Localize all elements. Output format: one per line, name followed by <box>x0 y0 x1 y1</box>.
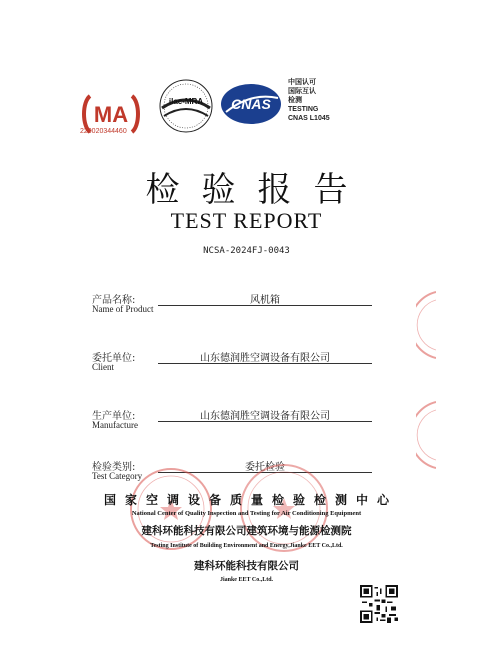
cnas-logo-text: CNAS <box>231 96 271 112</box>
edge-seal-stamp-top <box>416 290 436 360</box>
cnas-accreditation-text <box>288 78 330 123</box>
cnas-line: CNAS L1045 <box>288 115 330 122</box>
cnas-line: 检测 <box>288 97 302 104</box>
report-title-en: TEST REPORT <box>170 208 323 233</box>
cnas-logo <box>220 82 282 126</box>
cma-logo-text: MA <box>93 102 129 127</box>
field-label-cn: 检验类别: <box>92 462 136 473</box>
field-label-cn: 产品名称: <box>92 295 136 306</box>
institute-name-cn: 建科环能科技有限公司建筑环境与能源检测院 <box>141 525 352 537</box>
report-number: NCSA-2024FJ-0043 <box>203 246 290 256</box>
field-value: 风机箱 <box>250 295 280 306</box>
cnas-line: 中国认可 <box>288 79 316 86</box>
institute-name-en: Testing Institute of Building Environment and Energy,Jianke EET Co.,Ltd. <box>150 543 343 549</box>
cma-number: 220020344460 <box>80 128 127 135</box>
field-label-en: Manufacture <box>92 420 138 430</box>
field-underline <box>158 363 372 364</box>
field-label-cn: 委托单位: <box>92 353 136 364</box>
testing-seal-stamp <box>238 462 330 554</box>
field-label-en: Client <box>92 362 114 372</box>
field-label-en: Test Category <box>92 471 143 481</box>
company-name-cn: 建科环能科技有限公司 <box>194 560 299 572</box>
report-title-cn: 检验报告 <box>145 170 370 210</box>
ilac-mra-text: ilac-MRA <box>168 97 204 106</box>
field-underline <box>158 305 372 306</box>
org-name-cn: 国家空调设备质量检验检测中心 <box>103 493 398 507</box>
ilac-mra-logo <box>158 78 214 134</box>
company-name-en: Jianke EET Co.,Ltd. <box>219 577 274 583</box>
field-underline <box>158 421 372 422</box>
field-label-cn: 生产单位: <box>92 411 136 422</box>
qr-code <box>360 585 398 623</box>
field-value: 山东德润胜空调设备有限公司 <box>200 353 330 364</box>
inspection-seal-stamp <box>128 466 214 552</box>
cnas-line: 国际互认 <box>288 88 316 95</box>
org-name-en: National Center of Quality Inspection and Testing for Air Conditioning Equipment <box>131 510 362 517</box>
field-value: 山东德润胜空调设备有限公司 <box>200 411 330 422</box>
edge-seal-stamp-bottom <box>416 400 436 470</box>
field-label-en: Name of Product <box>92 304 154 314</box>
cnas-line: TESTING <box>288 106 319 113</box>
field-value: 委托检验 <box>245 462 285 473</box>
